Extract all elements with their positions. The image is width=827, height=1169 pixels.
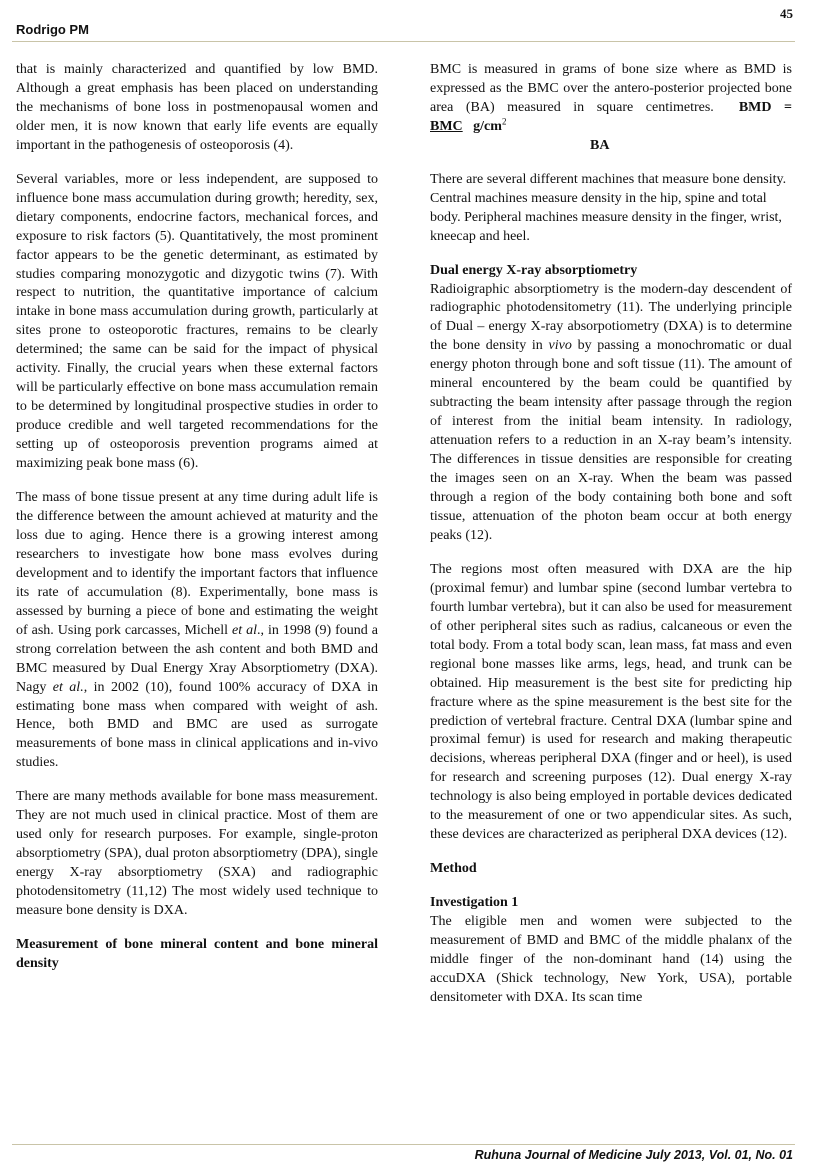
equation-unit-superscript: 2: [501, 116, 507, 127]
body-paragraph: There are several different machines that measure bone density. Central machines measure density in the hip, spine and total body. Peripheral machines measure density in the finger, wrist, kneecap and heel.: [430, 171, 787, 244]
text-run-italic: et al.: [52, 679, 84, 695]
body-paragraph: There are many methods available for bone mass measurement. They are not much used in clinical practice. Most of them are used only for research purposes. For example, single-proton absorptiometry (SPA), dual proton absorptiometry (DPA), single energy X-ray absorptiometry (SXA) and radiographic photodensitometry (11,12) The most widely used technique to measure bone density is DXA.: [16, 789, 378, 919]
section-heading: Dual energy X-ray absorptiometry: [430, 262, 638, 278]
text-run: The mass of bone tissue present at any time during adult life is the difference between the amount achieved at maturity and the loss due to aging. Hence there is a growing interest among researchers to investigate how bone mass evolves during development and to identify the important factors that influence its rate of accumulation (8). Experimentally, bone mass is assessed by burning a piece of bone and estimating the weight of ash. Using pork carcasses, Michell: [16, 490, 378, 638]
body-paragraph: [430, 281, 792, 546]
footer-rule: [12, 1144, 795, 1145]
text-run: , in 2002 (10), found 100% accuracy of DXA in estimating bone mass when compared with weight of ash. Hence, both BMD and BMC are used as surrogate measurements of bone mass in clinical applications and in-vivo studies.: [16, 679, 378, 771]
subsection-heading: Investigation 1: [430, 895, 519, 911]
journal-footer: Ruhuna Journal of Medicine July 2013, Vol. 01, No. 01: [474, 1148, 793, 1162]
text-run: ., in 1998 (9) found a strong correlation between the ash content and both BMD and BMC measured by Dual Energy Xray Absorptiometry (DXA). Nagy: [16, 622, 378, 695]
running-head: Rodrigo PM: [16, 22, 89, 37]
body-paragraph: [16, 489, 378, 773]
header-rule: [12, 41, 795, 42]
page-number: 45: [780, 6, 793, 21]
equation-numerator: BMC: [430, 118, 463, 134]
body-paragraph: that is mainly characterized and quantified by low BMD. Although a great emphasis has been placed on understanding the mechanisms of bone loss in postmenopausal women and older men, it is now known that early life events are equally important in the pathogenesis of osteoporosis (4).: [16, 62, 378, 153]
body-paragraph: The regions most often measured with DXA are the hip (proximal femur) and lumbar spine (second lumbar vertebra to fourth lumbar vertebra), but it can also be used for measurement of other peripheral sites such as radius, calcaneous or even the total body. From a total body scan, lean mass, fat mass and even regional bone masses like arms, legs, head, and trunk can be obtained. Hip measurement is the best site for predicting hip fracture where as the spine measurement is the best site for the prediction of vertebral fracture. Central DXA (lumbar spine and proximal femur) is used for research and making therapeutic decisions, whereas peripheral DXA (finger and or heel), is used for research and screening purposes (12). Dual energy X-ray technology is also being employed in portable devices dedicated to the measurement of one or two appendicular sites. As such, these devices are characterized as peripheral DXA devices (12).: [430, 561, 792, 843]
body-paragraph: The eligible men and women were subjected to the measurement of BMD and BMC of the middle phalanx of the middle finger of the non-dominant hand (14) using the accuDXA (Shick technology, New York, USA), portable densitometer with DXA. Its scan time: [430, 914, 792, 1005]
equation-unit: g/cm: [473, 118, 502, 134]
text-run-italic: et al: [231, 622, 257, 638]
left-column: [16, 61, 378, 974]
text-run: BMC is measured in grams of bone size where as BMD is expressed as the BMC over the antero-posterior projected bone area (BA) measured in square centimetres.: [430, 62, 792, 115]
section-heading: Measurement of bone mineral content and bone mineral density: [16, 936, 378, 971]
equation-lhs: BMD =: [738, 99, 793, 115]
body-paragraph: [430, 61, 792, 137]
equation-denominator: BA: [590, 137, 610, 153]
text-run: Radioigraphic absorptiometry is the modern-day descendent of radiographic photodensitometry (11). The underlying principle of Dual – energy X-ray absorpotiometry (DXA) is to determine the bone density in: [430, 281, 792, 354]
text-run-italic: vivo: [548, 338, 572, 354]
body-paragraph: Several variables, more or less independent, are supposed to influence bone mass accumulation during growth; heredity, sex, dietary components, endocrine factors, mechanical forces, and exposure to risk factors (5). Quantitatively, the most prominent factor appears to be the genetic determinant, as estimated by studies comparing monozygotic and dizygotic twins (7). With respect to nutrition, the quantitative importance of calcium intake in bone mass accumulation during growth, particularly at sites prone to osteoporotic fractures, remains to be clearly determined; the same can be said for the impact of physical activity. Finally, the crucial years when these external factors will be particularly effective on bone mass accumulation remain to be determined by longitudinal prospective studies in order to produce credible and well targeted recommendations for the setting up of osteoporosis prevention programs aimed at maximizing peak bone mass (6).: [16, 171, 378, 472]
section-heading: Method: [430, 861, 477, 877]
right-column: [430, 61, 792, 1008]
text-run: by passing a monochromatic or dual energy photon through bone and soft tissue (11). The amount of mineral encountered by the beam could be quantified by subtracting the beam intensity after passage through the region of interest from the initial beam intensity. In radiology, attenuation refers to a reduction in an X-ray beam’s intensity. The differences in tissue densities are responsible for creating the images seen on an X-ray. When the beam was passed through a region of the body containing both bone and soft tissue, attenuation of the photon beam occur at both energy peaks (12).: [430, 338, 793, 543]
